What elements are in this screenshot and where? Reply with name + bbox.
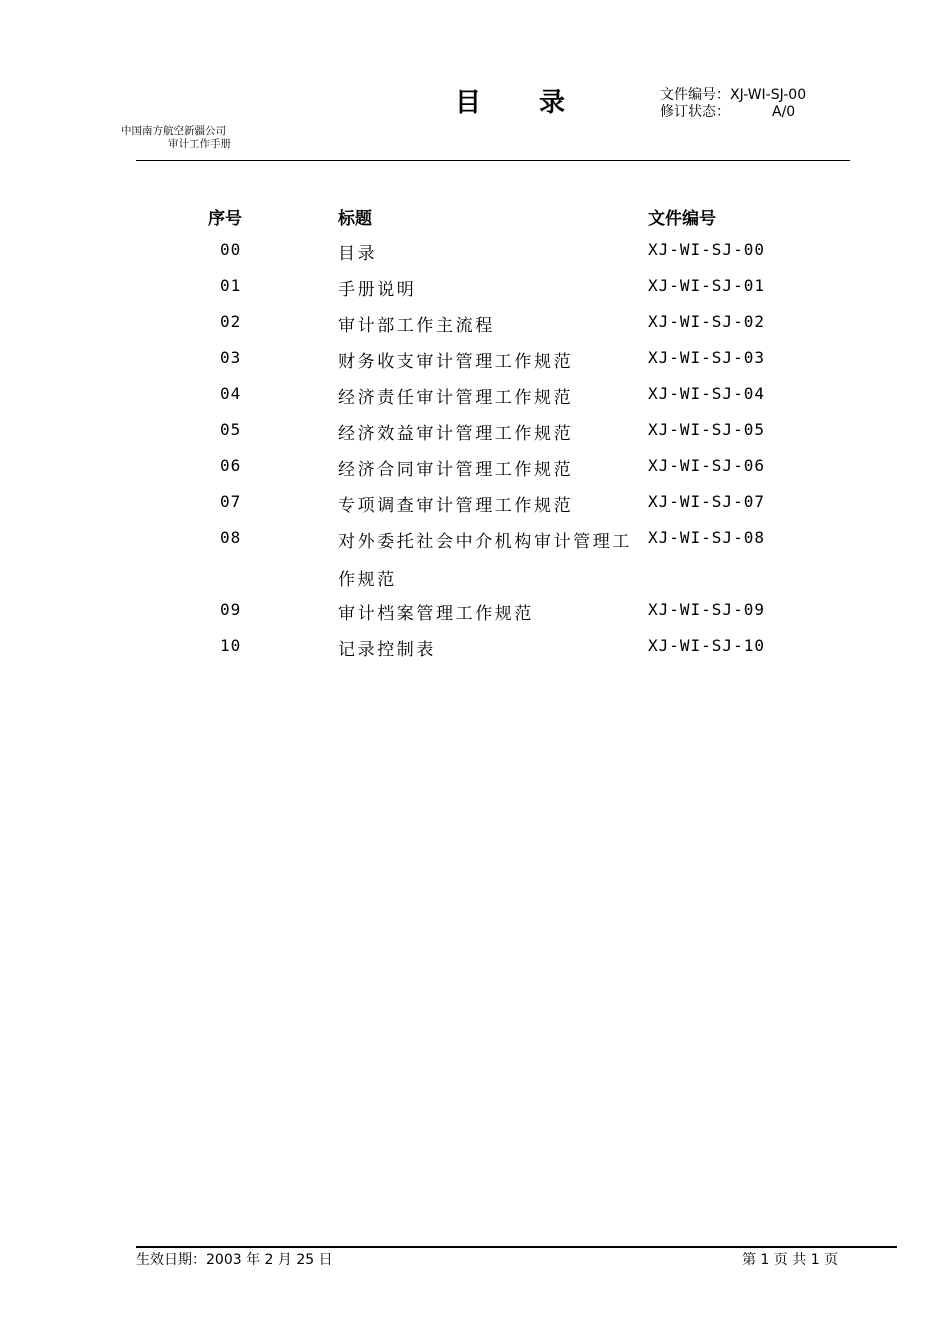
header-divider xyxy=(136,160,850,161)
row-title: 对外委托社会中介机构审计管理工 xyxy=(338,532,632,552)
revision-value: A/0 xyxy=(772,104,796,120)
row-title: 审计部工作主流程 xyxy=(338,316,495,336)
row-seq: 09 xyxy=(220,600,242,619)
row-code: XJ-WI-SJ-04 xyxy=(648,384,765,403)
row-title: 目录 xyxy=(338,244,378,264)
row-title-continued: 作规范 xyxy=(338,570,397,590)
row-seq: 01 xyxy=(220,276,242,295)
column-header-code: 文件编号 xyxy=(648,209,716,229)
row-code: XJ-WI-SJ-01 xyxy=(648,276,765,295)
column-header-seq: 序号 xyxy=(208,209,242,229)
row-code: XJ-WI-SJ-02 xyxy=(648,312,765,331)
page-indicator: 第 1 页 共 1 页 xyxy=(742,1252,839,1268)
company-name: 中国南方航空新疆公司 xyxy=(121,125,226,137)
effective-date: 生效日期：2003 年 2 月 25 日 xyxy=(136,1252,333,1268)
row-title: 专项调查审计管理工作规范 xyxy=(338,496,574,516)
revision-label: 修订状态： xyxy=(660,104,730,120)
revision-line xyxy=(660,101,795,121)
footer-divider xyxy=(136,1246,897,1248)
manual-name: 审计工作手册 xyxy=(168,138,231,150)
row-code: XJ-WI-SJ-08 xyxy=(648,528,765,547)
row-title: 经济效益审计管理工作规范 xyxy=(338,424,574,444)
row-code: XJ-WI-SJ-00 xyxy=(648,240,765,259)
row-seq: 04 xyxy=(220,384,242,403)
row-seq: 07 xyxy=(220,492,242,511)
column-header-title: 标题 xyxy=(338,209,372,229)
doc-number-value: XJ-WI-SJ-00 xyxy=(730,87,807,103)
row-seq: 03 xyxy=(220,348,242,367)
row-code: XJ-WI-SJ-10 xyxy=(648,636,765,655)
row-code: XJ-WI-SJ-06 xyxy=(648,456,765,475)
row-title: 审计档案管理工作规范 xyxy=(338,604,534,624)
doc-number-label: 文件编号： xyxy=(660,87,730,103)
row-title: 手册说明 xyxy=(338,280,417,300)
row-title: 经济责任审计管理工作规范 xyxy=(338,388,574,408)
row-seq: 00 xyxy=(220,240,242,259)
row-code: XJ-WI-SJ-07 xyxy=(648,492,765,511)
row-code: XJ-WI-SJ-05 xyxy=(648,420,765,439)
row-seq: 02 xyxy=(220,312,242,331)
row-seq: 05 xyxy=(220,420,242,439)
page-title: 目 录 xyxy=(455,88,582,118)
row-code: XJ-WI-SJ-03 xyxy=(648,348,765,367)
row-seq: 10 xyxy=(220,636,242,655)
row-code: XJ-WI-SJ-09 xyxy=(648,600,765,619)
row-seq: 08 xyxy=(220,528,242,547)
row-seq: 06 xyxy=(220,456,242,475)
row-title: 经济合同审计管理工作规范 xyxy=(338,460,574,480)
row-title: 记录控制表 xyxy=(338,640,436,660)
row-title: 财务收支审计管理工作规范 xyxy=(338,352,574,372)
